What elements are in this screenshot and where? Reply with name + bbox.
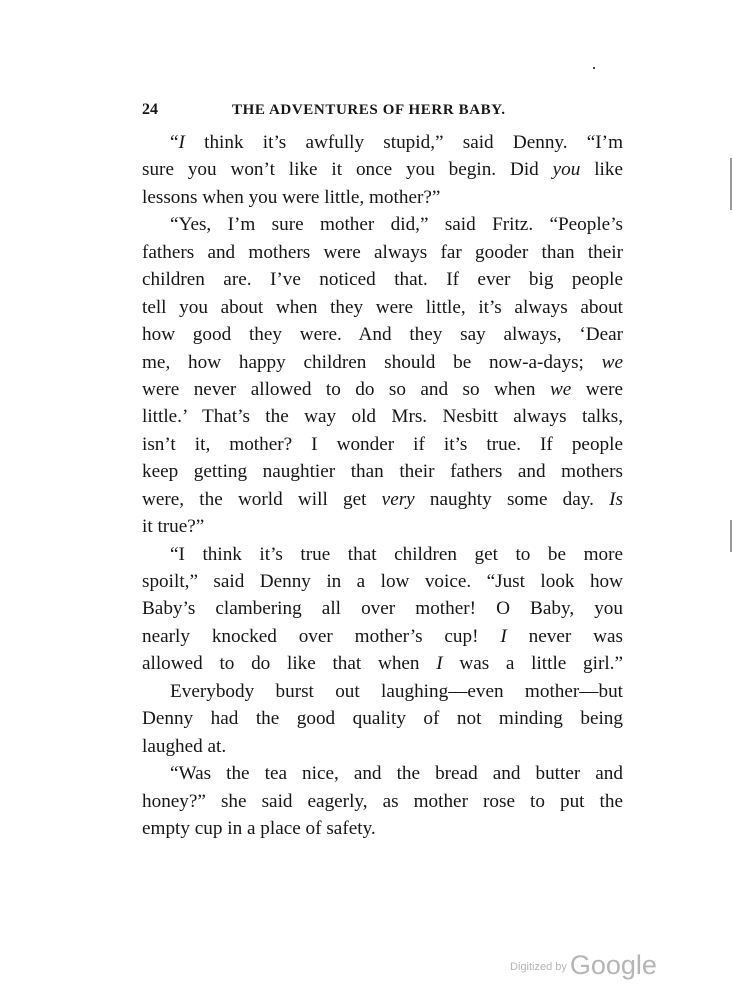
italic-text: I — [436, 653, 443, 675]
text-segment: it true?” — [142, 516, 205, 538]
google-logo: Google — [569, 950, 657, 980]
text-line — [142, 458, 623, 485]
text-segment: were never allowed to do so and so when — [142, 378, 550, 400]
text-line — [142, 541, 623, 568]
text-segment: how good they were. And they say always, ‘Dear — [142, 324, 623, 346]
watermark-prefix: Digitized by — [510, 961, 567, 973]
text-line — [142, 349, 623, 376]
italic-text: Is — [609, 488, 624, 510]
text-segment: empty cup in a place of safety. — [142, 817, 376, 839]
text-line — [142, 403, 623, 430]
text-segment: allowed to do like that when — [142, 653, 437, 675]
text-line — [142, 321, 623, 348]
scan-edge-mark — [730, 520, 732, 552]
text-segment: never was — [506, 625, 623, 647]
body-text — [142, 129, 623, 842]
text-segment: “I think it’s true that children get to be more — [170, 543, 623, 565]
text-segment: me, how happy children should be now-a-days; — [142, 351, 602, 373]
italic-text: I — [178, 132, 185, 153]
text-line — [142, 760, 623, 787]
text-line — [142, 129, 623, 156]
italic-text: very — [381, 488, 415, 510]
text-segment: were, the world will get — [142, 488, 382, 510]
text-segment: “ — [170, 132, 179, 153]
text-segment: like — [580, 159, 624, 181]
text-line — [142, 211, 623, 238]
text-segment: keep getting naughtier than their fathers and mothers — [142, 461, 623, 483]
text-line — [142, 184, 623, 211]
text-line — [142, 623, 623, 650]
text-segment: were — [571, 378, 623, 400]
text-segment: laughed at. — [142, 735, 227, 757]
text-line — [142, 568, 623, 595]
text-segment: little.’ That’s the way old Mrs. Nesbitt always talks, — [142, 406, 623, 428]
text-segment: sure you won’t like it once you begin. Did — [142, 159, 553, 181]
text-line — [142, 513, 623, 540]
text-segment: “Yes, I’m sure mother did,” said Fritz. “People’s — [170, 214, 623, 236]
italic-text: I — [500, 625, 507, 647]
digitized-by-google-watermark — [510, 950, 657, 981]
text-line — [142, 733, 623, 760]
text-segment: fathers and mothers were always far gooder than their — [142, 241, 623, 263]
italic-text: we — [601, 351, 623, 373]
running-title: THE ADVENTURES OF HERR BABY. — [232, 102, 506, 118]
text-line — [142, 678, 623, 705]
text-line — [142, 294, 623, 321]
text-segment: “Was the tea nice, and the bread and butter and — [170, 763, 623, 785]
text-segment: honey?” she said eagerly, as mother rose to put the — [142, 790, 623, 812]
text-line — [142, 650, 623, 677]
text-segment: think it’s awfully stupid,” said Denny. “I’m — [184, 132, 623, 153]
page-header — [142, 101, 622, 125]
italic-text: you — [552, 159, 581, 181]
text-segment: Denny had the good quality of not minding being — [142, 708, 623, 730]
text-segment: was a little girl.” — [442, 653, 623, 675]
scan-speck — [593, 67, 595, 69]
text-segment: naughty some day. — [414, 488, 610, 510]
text-segment: children are. I’ve noticed that. If ever big people — [142, 269, 623, 291]
text-line — [142, 788, 623, 815]
text-line — [142, 376, 623, 403]
text-line — [142, 431, 623, 458]
text-line — [142, 705, 623, 732]
text-line — [142, 156, 623, 183]
italic-text: we — [549, 378, 572, 400]
text-segment: nearly knocked over mother’s cup! — [142, 625, 501, 647]
scan-edge-mark — [730, 158, 732, 210]
text-segment: Everybody burst out laughing—even mother—but — [170, 680, 623, 702]
text-line — [142, 239, 623, 266]
text-segment: lessons when you were little, mother?” — [142, 186, 441, 208]
text-line — [142, 486, 623, 513]
page-number: 24 — [142, 101, 158, 118]
text-segment: Baby’s clambering all over mother! O Baby, you — [142, 598, 623, 620]
text-line — [142, 595, 623, 622]
text-line — [142, 815, 623, 842]
text-segment: tell you about when they were little, it’s always about — [142, 296, 623, 318]
text-segment: spoilt,” said Denny in a low voice. “Just look how — [142, 571, 623, 592]
text-segment: isn’t it, mother? I wonder if it’s true. If people — [142, 433, 623, 455]
text-line — [142, 266, 623, 293]
